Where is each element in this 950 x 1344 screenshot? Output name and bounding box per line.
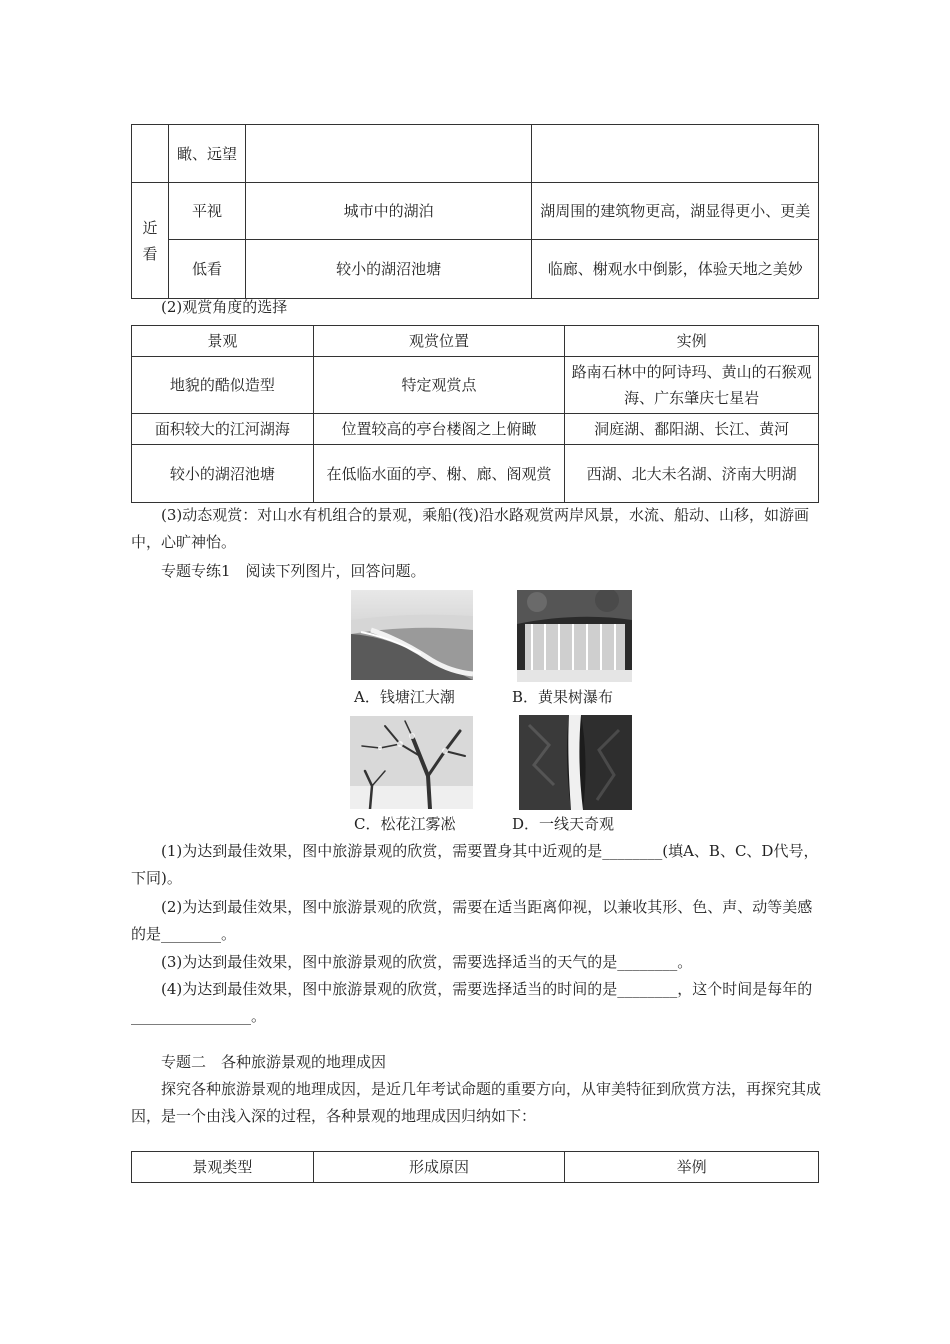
table-cell: 西湖、北大未名湖、济南大明湖 bbox=[565, 445, 819, 503]
qiantang-tide-photo bbox=[351, 590, 473, 680]
table-cell: 瞰、远望 bbox=[168, 125, 245, 183]
table-cell bbox=[245, 125, 532, 183]
viewing-angle-table bbox=[131, 325, 819, 503]
table-cell bbox=[532, 125, 819, 183]
photo-caption-a: A．钱塘江大潮 bbox=[354, 688, 455, 706]
table-cell: 临廊、榭观水中倒影，体验天地之美妙 bbox=[532, 240, 819, 299]
table-cell: 位置较高的亭台楼阁之上俯瞰 bbox=[313, 414, 565, 445]
column-header: 形成原因 bbox=[313, 1152, 565, 1183]
table-cell: 地貌的酷似造型 bbox=[132, 357, 314, 414]
songhua-rime-photo bbox=[350, 716, 473, 809]
table-cell: 城市中的湖泊 bbox=[245, 183, 532, 240]
table-header-row bbox=[132, 326, 819, 357]
dynamic-viewing-paragraph: (3)动态观赏：对山水有机组合的景观，乘船(筏)沿水路观赏两岸风景，水流、船动、山移，如游画中，心旷神怡。 bbox=[131, 506, 809, 551]
question-4: (4)为达到最佳效果，图中旅游景观的欣赏，需要选择适当的时间的是________，这个时间是每年的________________。 bbox=[131, 980, 813, 1025]
table-row bbox=[132, 125, 819, 183]
table-cell bbox=[132, 125, 169, 183]
table-cell: 湖周围的建筑物更高，湖显得更小、更美 bbox=[532, 183, 819, 240]
table-header-row bbox=[132, 1152, 819, 1183]
table-cell: 较小的湖沼池塘 bbox=[132, 445, 314, 503]
column-header: 观赏位置 bbox=[313, 326, 565, 357]
column-header: 举例 bbox=[565, 1152, 819, 1183]
column-header: 景观 bbox=[132, 326, 314, 357]
photo-caption-b: B．黄果树瀑布 bbox=[512, 688, 614, 706]
question-2: (2)为达到最佳效果，图中旅游景观的欣赏，需要在适当距离仰视，以兼收其形、色、声、动等美感的是________。 bbox=[131, 898, 813, 943]
question-1: (1)为达到最佳效果，图中旅游景观的欣赏，需要置身其中近观的是________(填A、B、C、D代号，下同)。 bbox=[131, 842, 819, 887]
table-cell: 特定观赏点 bbox=[313, 357, 565, 414]
table-cell: 近看 bbox=[132, 183, 169, 299]
table-row bbox=[132, 357, 819, 414]
table-cell: 洞庭湖、鄱阳湖、长江、黄河 bbox=[565, 414, 819, 445]
table-cell: 面积较大的江河湖海 bbox=[132, 414, 314, 445]
huangguoshu-waterfall-photo bbox=[517, 590, 632, 682]
photo-caption-d: D．一线天奇观 bbox=[512, 815, 615, 833]
yixiantian-gorge-photo bbox=[519, 715, 632, 810]
question-3: (3)为达到最佳效果，图中旅游景观的欣赏，需要选择适当的天气的是________。 bbox=[161, 953, 693, 971]
table-cell: 在低临水面的亭、榭、廊、阁观赏 bbox=[313, 445, 565, 503]
table-cell: 低看 bbox=[168, 240, 245, 299]
table-cell: 平视 bbox=[168, 183, 245, 240]
photo-caption-c: C．松花江雾凇 bbox=[354, 815, 456, 833]
landscape-causes-table bbox=[131, 1151, 819, 1183]
column-header: 实例 bbox=[565, 326, 819, 357]
table-cell: 较小的湖沼池塘 bbox=[245, 240, 532, 299]
table-row bbox=[132, 414, 819, 445]
column-header: 景观类型 bbox=[132, 1152, 314, 1183]
viewing-distance-table bbox=[131, 124, 819, 299]
table-row bbox=[132, 445, 819, 503]
section-heading: (2)观赏角度的选择 bbox=[161, 298, 288, 316]
table-cell: 路南石林中的阿诗玛、黄山的石猴观海、广东肇庆七星岩 bbox=[565, 357, 819, 414]
topic2-paragraph: 探究各种旅游景观的地理成因，是近几年考试命题的重要方向，从审美特征到欣赏方法，再探究其成因，是一个由浅入深的过程，各种景观的地理成因归纳如下： bbox=[131, 1080, 822, 1125]
table-row bbox=[132, 183, 819, 240]
exercise-intro: 专题专练1 阅读下列图片，回答问题。 bbox=[161, 562, 426, 580]
table-row bbox=[132, 240, 819, 299]
topic2-title: 专题二 各种旅游景观的地理成因 bbox=[161, 1053, 387, 1071]
